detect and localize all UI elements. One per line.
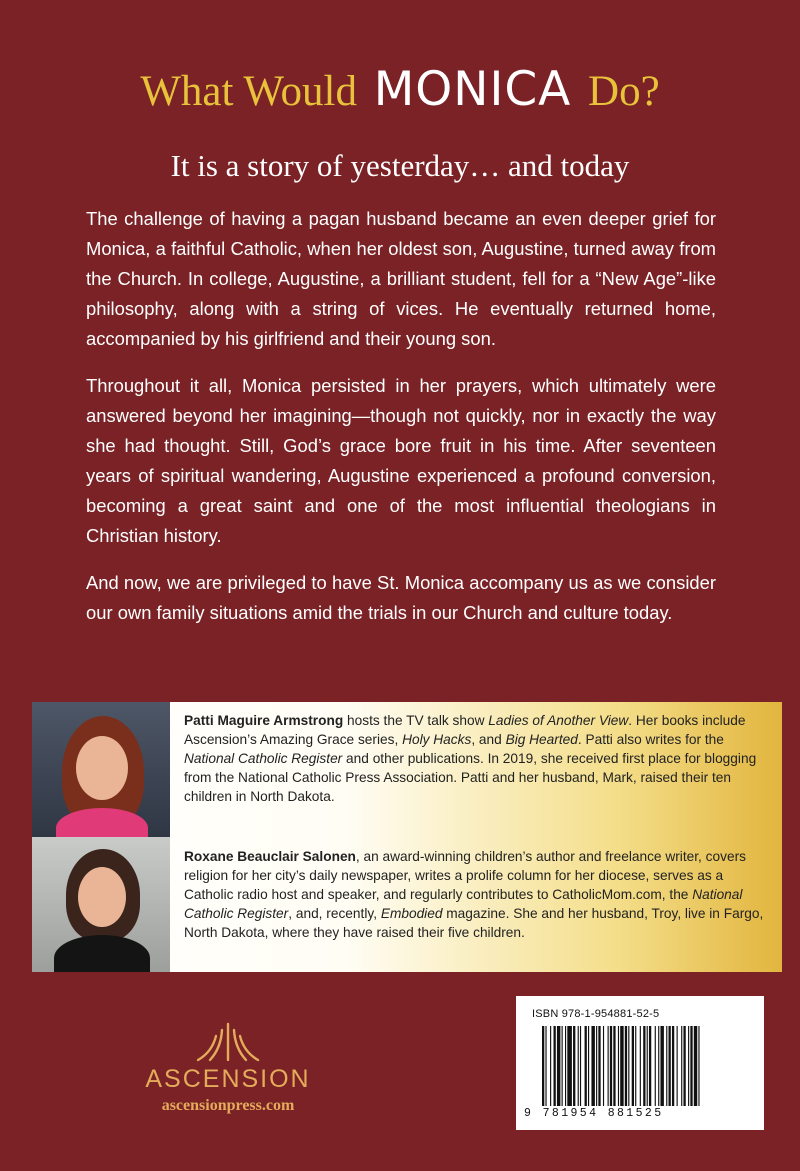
barcode-bar <box>565 1026 566 1106</box>
barcode-bar <box>647 1026 648 1106</box>
barcode-bar <box>658 1026 659 1106</box>
barcode-bar <box>672 1026 674 1106</box>
author-panel <box>32 702 782 972</box>
barcode-bar <box>585 1026 587 1106</box>
barcode-bar <box>618 1026 619 1106</box>
barcode-bar <box>690 1026 692 1106</box>
barcode-bar <box>666 1026 667 1106</box>
title-part-2: Do? <box>588 68 660 115</box>
tagline: It is a story of yesterday… and today <box>170 148 630 183</box>
publisher-url: ascensionpress.com <box>161 1097 295 1114</box>
title-part-1: What Would <box>140 68 357 115</box>
barcode-bar <box>688 1026 689 1106</box>
author-photo-armstrong <box>32 702 170 837</box>
barcode-bar <box>635 1026 636 1106</box>
barcode-bar <box>649 1026 651 1106</box>
author-bio-armstrong: Patti Maguire Armstrong hosts the TV talk show Ladies of Another View. Her books include Ascension’s Amazing Grace series, Holy Hacks, and Big Hearted. Patti also writes for the National Catholic Register and other publications. In 2019, she received first place for blogging from the National Catholic Press Association. Patti and her husband, Mark, raised their ten children in North Dakota. <box>184 713 757 804</box>
barcode-bars <box>542 1026 748 1106</box>
barcode-bar <box>660 1026 663 1106</box>
barcode-bar <box>562 1026 563 1106</box>
barcode-bar <box>640 1026 641 1106</box>
barcode-bar <box>610 1026 612 1106</box>
cover-title <box>0 62 800 120</box>
barcode-bar <box>596 1026 597 1106</box>
barcode-bar <box>625 1026 627 1106</box>
description <box>86 204 716 645</box>
barcode-bar <box>620 1026 623 1106</box>
barcode-bar <box>542 1026 544 1106</box>
author-bio-salonen: Roxane Beauclair Salonen, an award-winning children’s author and freelance writer, covers religion for her city’s daily newspaper, writes a prolife column for her diocese, serves as a Catholic radio host and speaker, and regularly contributes to CatholicMom.com, the National Catholic Register, and, recently, Embodied magazine. She and her husband, Troy, live in Fargo, North Dakota, where they have raised their five children. <box>184 849 764 940</box>
barcode-bar <box>557 1026 560 1106</box>
barcode-bar <box>588 1026 589 1106</box>
barcode-bar <box>643 1026 645 1106</box>
barcode-bar <box>669 1026 671 1106</box>
barcode-bar <box>554 1026 556 1106</box>
barcode-bar <box>580 1026 581 1106</box>
author-name: Roxane Beauclair Salonen <box>184 849 356 864</box>
barcode-bar <box>573 1026 575 1106</box>
barcode-bar <box>578 1026 579 1106</box>
author-photo-salonen <box>32 837 170 972</box>
isbn-label: ISBN 978-1-954881-52-5 <box>532 1008 660 1020</box>
description-paragraph-2: Throughout it all, Monica persisted in her prayers, which ultimately were answered beyond her imagining—though not quickly, nor in exactly the way she had thought. Still, God’s grace bore fruit in his time. After seventeen years of spiritual wandering, Augustine experienced a profound conversion, becoming a great saint and one of the most influential theologians in Christian history. <box>86 375 716 546</box>
publisher-logo <box>136 1020 320 1118</box>
barcode-bar <box>683 1026 685 1106</box>
barcode-bar <box>603 1026 604 1106</box>
barcode-bar <box>655 1026 656 1106</box>
barcode-bar <box>698 1026 699 1106</box>
barcode-bar <box>608 1026 609 1106</box>
barcode-bar <box>545 1026 546 1106</box>
isbn-barcode <box>516 996 764 1130</box>
author-name: Patti Maguire Armstrong <box>184 713 344 728</box>
barcode-bar <box>677 1026 678 1106</box>
title-emphasis: MONICA <box>373 62 572 117</box>
barcode-bar <box>550 1026 551 1106</box>
barcode-bar <box>567 1026 572 1106</box>
ascension-mark-icon <box>188 1020 268 1064</box>
barcode-bar <box>613 1026 615 1106</box>
barcode-bar <box>681 1026 682 1106</box>
barcode-bar <box>694 1026 697 1106</box>
description-paragraph-3: And now, we are privileged to have St. Monica accompany us as we consider our own family situations amid the trials in our Church and culture today. <box>86 572 716 623</box>
barcode-bar <box>632 1026 634 1106</box>
barcode-bar <box>598 1026 600 1106</box>
publisher-name: ASCENSION <box>145 1065 311 1093</box>
barcode-digits: 9 781954 881525 <box>524 1107 664 1120</box>
barcode-bar <box>591 1026 594 1106</box>
barcode-bar <box>628 1026 629 1106</box>
description-paragraph-1: The challenge of having a pagan husband became an even deeper grief for Monica, a faithful Catholic, when her oldest son, Augustine, turned away from the Church. In college, Augustine, a brilliant student, fell for a “New Age”-like philosophy, along with a string of vices. He eventually returned home, accompanied by his girlfriend and their young son. <box>86 208 716 349</box>
